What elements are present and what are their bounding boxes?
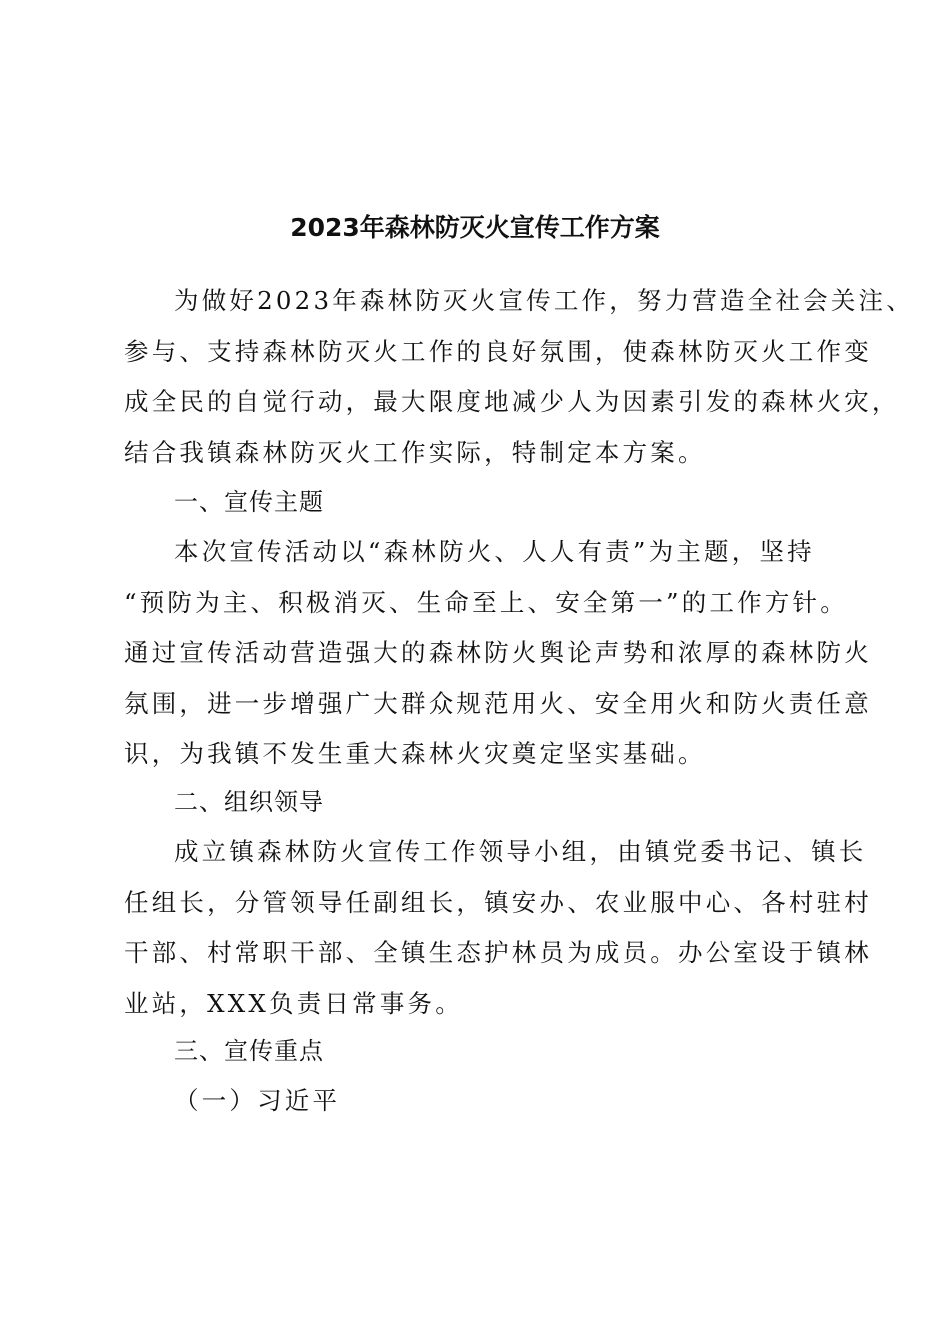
paragraph-line: 识，为我镇不发生重大森林火灾奠定坚实基础。: [124, 739, 706, 768]
section-heading-theme: 一、宣传主题: [174, 488, 324, 516]
paragraph-line: “预防为主、积极消灭、生命至上、安全第一”的工作方针。: [124, 587, 848, 617]
paragraph-line: 成立镇森林防火宣传工作领导小组，由镇党委书记、镇长: [174, 837, 867, 866]
paragraph-line: 任组长，分管领导任副组长，镇安办、农业服中心、各村驻村: [124, 887, 872, 917]
paragraph-line: 结合我镇森林防灭火工作实际，特制定本方案。: [124, 437, 706, 467]
section-heading-organization: 二、组织领导: [174, 788, 324, 816]
paragraph-line: 业站，XXX负责日常事务。: [124, 988, 463, 1018]
paragraph-line: 为做好2023年森林防灭火宣传工作，努力营造全社会关注、: [174, 286, 914, 315]
section-organization-paragraph: [124, 827, 872, 1029]
intro-paragraph: [124, 276, 914, 478]
paragraph-line: 通过宣传活动营造强大的森林防火舆论声势和浓厚的森林防火: [124, 638, 872, 667]
paragraph-line: 干部、村常职干部、全镇生态护林员为成员。办公室设于镇林: [124, 938, 872, 967]
section-heading-focus: 三、宣传重点: [174, 1037, 324, 1065]
document-title: 2023年森林防灭火宣传工作方案: [290, 213, 660, 242]
paragraph-line: 氛围，进一步增强广大群众规范用火、安全用火和防火责任意: [124, 688, 872, 718]
section-theme-paragraph: [124, 527, 872, 780]
section-subheading: （一）习近平: [174, 1086, 341, 1115]
paragraph-line: 本次宣传活动以“森林防火、人人有责”为主题，坚持: [174, 537, 815, 566]
paragraph-line: 成全民的自觉行动，最大限度地减少人为因素引发的森林火灾，: [124, 387, 900, 416]
paragraph-line: 参与、支持森林防灭火工作的良好氛围，使森林防灭火工作变: [124, 336, 872, 366]
